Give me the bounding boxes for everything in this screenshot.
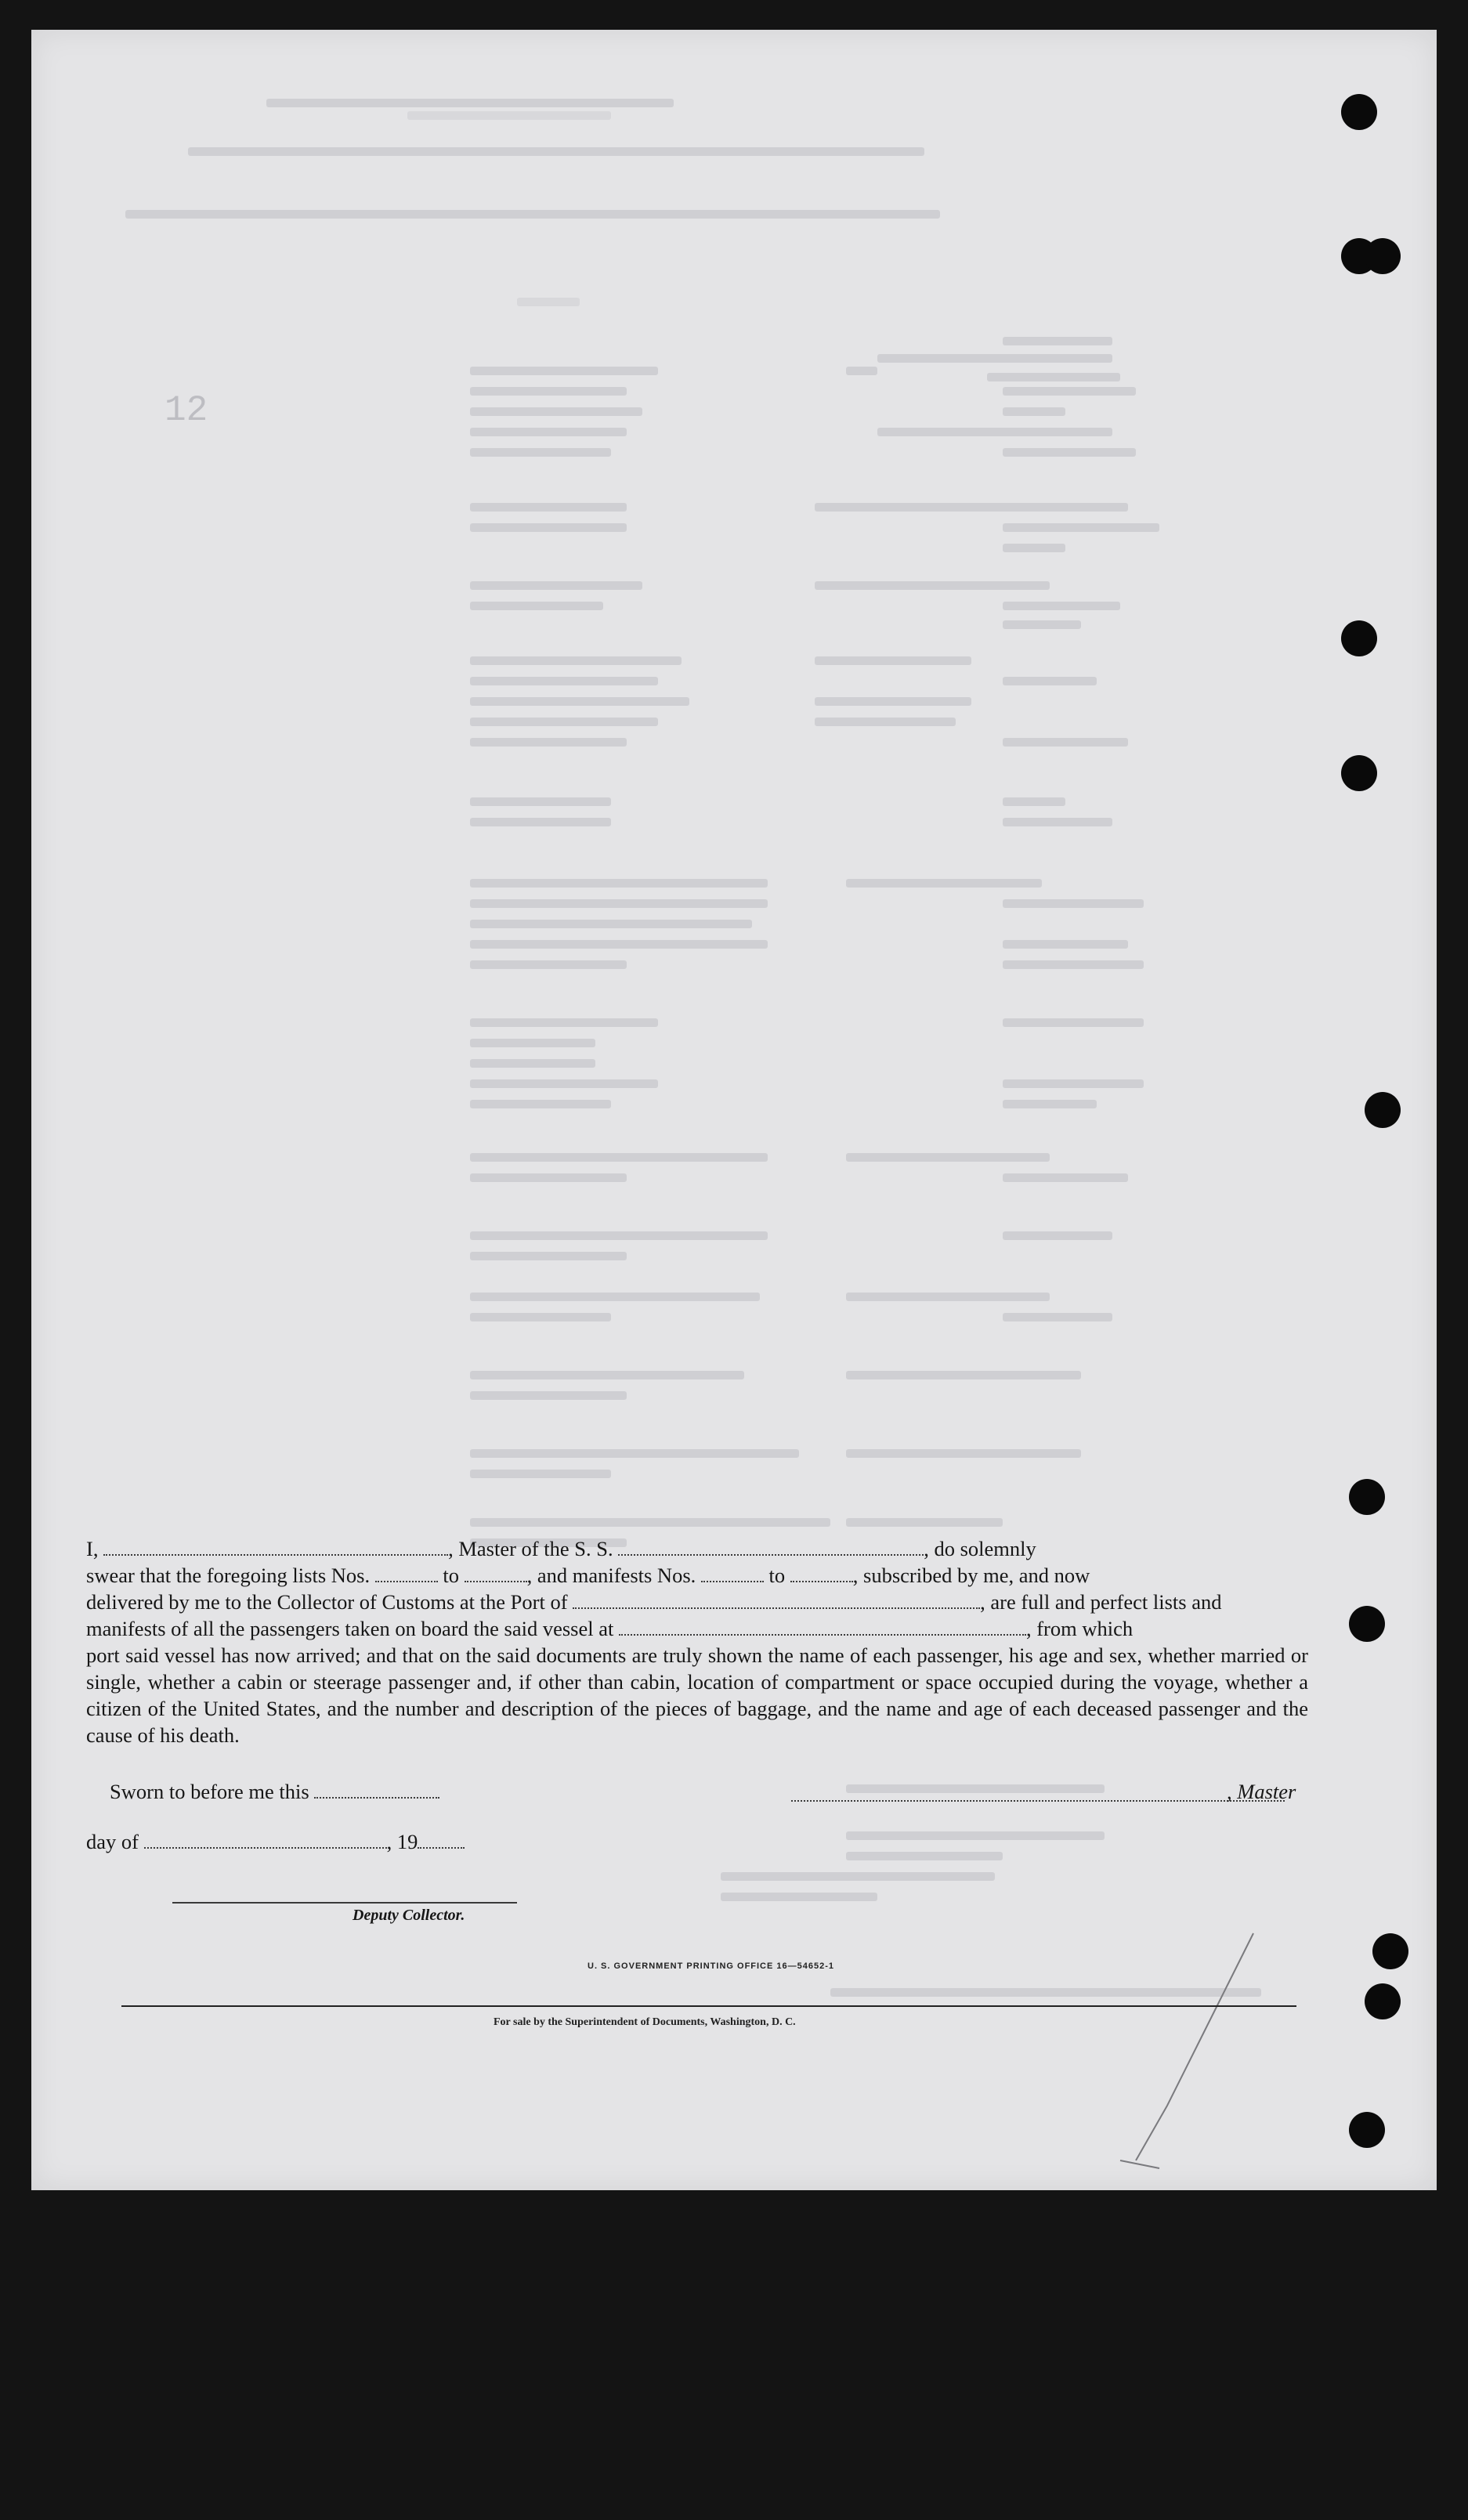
to-label: to — [768, 1564, 786, 1587]
year-prefix: 19 — [396, 1830, 418, 1853]
day-of-line: day of , 19 — [86, 1830, 465, 1854]
punch-hole — [1349, 2112, 1385, 2148]
month-blank[interactable] — [144, 1831, 387, 1849]
manifests-all: manifests of all the passengers taken on board the said vessel at — [86, 1617, 614, 1640]
punch-hole — [1341, 620, 1377, 656]
and-manifests: and manifests Nos. — [537, 1564, 696, 1587]
oath-line-1: I, , Master of the S. S. , do solemnly — [86, 1537, 1036, 1560]
master-name-blank[interactable] — [103, 1538, 448, 1556]
oath-line-3: delivered by me to the Collector of Customs at the Port of , are full and perfect lists and — [86, 1590, 1222, 1614]
manifests-from-blank[interactable] — [701, 1565, 764, 1582]
manifests-to-blank[interactable] — [790, 1565, 853, 1582]
punch-hole — [1341, 94, 1377, 130]
year-blank[interactable] — [418, 1831, 465, 1849]
footer-rule — [121, 2005, 1296, 2007]
master-text: Master — [1237, 1780, 1296, 1803]
do-solemnly: do solemnly — [934, 1537, 1036, 1560]
swear-lists: swear that the foregoing lists Nos. — [86, 1564, 371, 1587]
punch-hole — [1349, 1606, 1385, 1642]
gpo-imprint: U. S. GOVERNMENT PRINTING OFFICE 16—54652-1 — [588, 1961, 835, 1971]
are-full: are full and perfect lists and — [990, 1590, 1222, 1614]
punch-hole — [1365, 1983, 1401, 2019]
punch-hole — [1365, 238, 1401, 274]
subscribed: subscribed by me, and now — [863, 1564, 1090, 1587]
master-signature-line[interactable] — [791, 1800, 1285, 1802]
oath-line-4: manifests of all the passengers taken on board the said vessel at , from which — [86, 1617, 1134, 1640]
oath-paragraph — [86, 1535, 1308, 1748]
master-of-ss: Master of the S. S. — [458, 1537, 613, 1560]
oath-rest: port said vessel has now arrived; and that on the said documents are truly shown the name of each passenger, his age and sex, whether married or single, whether a cabin or steerage passenger and, if other than cabin, location of compartment or space occupied during the voyage, whether a citizen of the United States, and the number and description of the pieces of baggage, and the name and age of each deceased passenger and the cause of his death. — [86, 1643, 1308, 1747]
port-blank[interactable] — [573, 1592, 980, 1609]
departure-port-blank[interactable] — [619, 1618, 1026, 1636]
for-sale-note: For sale by the Superintendent of Documents, Washington, D. C. — [494, 2016, 796, 2028]
punch-hole — [1372, 1933, 1408, 1969]
from-which: from which — [1036, 1617, 1134, 1640]
sworn-date-blank[interactable] — [314, 1781, 439, 1799]
deputy-collector-label: Deputy Collector. — [353, 1907, 465, 1924]
punch-hole — [1349, 1479, 1385, 1515]
ship-name-blank[interactable] — [618, 1538, 924, 1556]
to-label: to — [443, 1564, 459, 1587]
punch-hole — [1365, 1092, 1401, 1128]
lists-from-blank[interactable] — [375, 1565, 438, 1582]
lists-to-blank[interactable] — [465, 1565, 527, 1582]
oath-i: I, — [86, 1537, 99, 1560]
master-label: , Master — [1227, 1780, 1296, 1803]
delivered: delivered by me to the Collector of Customs at the Port of — [86, 1590, 568, 1614]
day-of-label: day of — [86, 1830, 139, 1853]
deputy-signature-line[interactable] — [172, 1902, 517, 1904]
page-number-faint: 12 — [165, 390, 208, 431]
signature-block — [86, 1780, 1308, 1952]
pencil-scratch — [1073, 1925, 1261, 2184]
sworn-label: Sworn to before me this — [110, 1780, 309, 1803]
punch-hole — [1341, 755, 1377, 791]
sworn-line — [110, 1780, 439, 1804]
oath-line-2: swear that the foregoing lists Nos. to , and manifests Nos. to , subscribed by me, and now — [86, 1564, 1090, 1587]
